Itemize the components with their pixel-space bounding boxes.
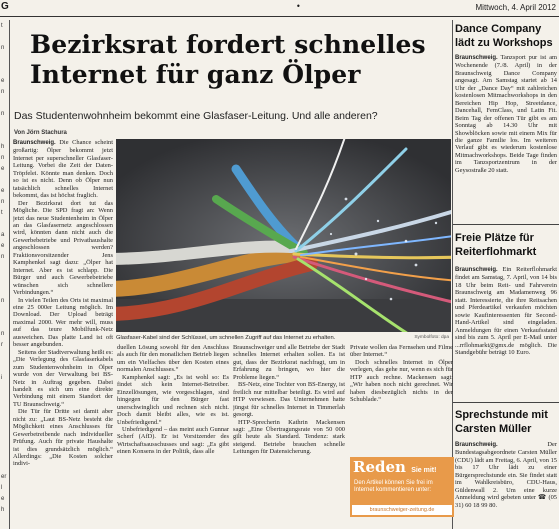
article-column-1	[13, 139, 113, 527]
article-byline: Von Jörn Stachura	[14, 130, 67, 136]
paragraph: Doch schnelles Internet in Ölper verlegen, das gehe nur, wenn es sich für HTP auch rechne. Mackensen sagt: „Wir haben noch nicht gerechnet. Wir haben diesbezüglich nichts in der Schublade.“	[350, 358, 453, 404]
header-separator: •	[296, 2, 301, 11]
strip-fragment: e	[1, 188, 5, 194]
caption-text: Glasfaser-Kabel sind der Schlüssel, um schnellen Zugriff auf das Internet zu erhalten.	[116, 335, 336, 341]
strip-fragment: t	[1, 23, 3, 29]
column-rule	[9, 20, 10, 529]
strip-fragment: n	[1, 155, 5, 161]
left-strip-fragments	[0, 20, 9, 529]
strip-fragment: n	[1, 45, 5, 51]
strip-fragment: h	[1, 507, 5, 513]
article-column-4	[350, 344, 453, 454]
paragraph: BS-Netz, eine Tochter von BS-Energy, ist freilich nur mittelbar beteiligt. Es wird auf HTP verwiesen. Das Unternehmen hatte jüngst für schnelles Internet in Timmerlah gesorgt.	[233, 381, 345, 419]
strip-fragment: r	[1, 342, 3, 348]
strip-fragment: l	[1, 485, 3, 491]
article-subhead: Das Studentenwohnheim bekommt eine Glasfaser-Leitung. Und alle anderen?	[14, 110, 378, 122]
strip-fragment: e	[1, 78, 5, 84]
comment-promo-box[interactable]	[350, 457, 454, 517]
paragraph: Die Tür für Dritte sei damit aber nicht zu: „Laut BS-Netz besteht die Möglichkeit eines Anschlusses für Gewerbetreibende nach individueller Prüfung. Auch für private Haushalte ist dies grundsätzlich möglich.“ Allerdings: „Die Kosten solcher indivi-	[13, 408, 113, 468]
strip-fragment: i	[1, 375, 3, 381]
promo-title: Reden Sie mit!	[353, 458, 437, 476]
paragraph: In vielen Teilen des Orts ist maximal eine 25 000er Leitung möglich. Im Download. Der Upload beträgt maximal 2000. Wer mehr will, muss auf das teure Mobilfunk-Netz ausweichen. Das platte Land ist oft besser angebunden.	[13, 296, 113, 349]
paragraph: Braunschweiger und alle Betriebe der Stadt schnelles Internet erhalten sollen. Es ist gut, dass der Bezirksrat nachfragt, um in Erfahrung zu bringen, wo hier die Probleme liegen.“	[233, 344, 345, 381]
flohmarkt-text	[455, 266, 557, 390]
strip-fragment: n	[1, 199, 5, 205]
paragraph: Private wollen das Fernsehen und Filme über Internet.“	[350, 344, 453, 359]
article-column-2	[117, 344, 229, 527]
strip-fragment: n	[1, 298, 5, 304]
article-column-3	[233, 344, 345, 527]
sprechstunde-text	[455, 441, 557, 527]
section-divider	[453, 402, 559, 403]
paragraph: Kamphenkel sagt: „Es ist wohl so: Es findet sich kein Internet-Betreiber. Einzellösungen, wie vorgeschlagen, sind hingegen für den Bürger fast unerschwinglich und rechnen sich nicht. Doch damit bleibt alles, wie es ist. Unbefriedigend.“	[117, 373, 229, 426]
paragraph: Braunschweig. Tanzsport pur ist am Wochenende (7./8. April) in der Braunschweig Dance Company angesagt. Am Samstag startet ab 14 Uhr der „Dance Day“ mit zahlreichen kostenlosen Mitmachworkshops in den Bereichen Hip Hop, Streetdance, Dancehall, FemClass, und Latin Fit. Beim Tag der offenen Tür gibt es am Sonntag ab 14.30 Uhr mit Showblöcken sowie mit einem Mix für die ganze Familie los. Im weiteren Verlauf gibt es wiederum kostenlose Mitmachworkshops. Beide Tage finden im Tanzsportzentrum in der Geysostraße 20 statt.	[455, 54, 557, 174]
strip-fragment: er	[1, 474, 7, 480]
strip-fragment: a	[1, 232, 5, 238]
page-letter: G	[1, 1, 9, 12]
paragraph: Seitens der Stadtverwaltung heißt es: „Die Verlegung des Glasfaserkabels zum Studentenwohnheim in Ölper wurde von der Verwaltung bei BS-Netz in Auftrag gegeben. Dabei handelt es sich um eine direkte Verbindung mit einem Standort der TU Braunschweig.“	[13, 348, 113, 408]
issue-date: Mittwoch, 4. April 2012	[475, 3, 556, 12]
paragraph: Braunschweig. Ein Reiterflohmarkt findet am Samstag, 7. April, von 14 bis 18 Uhr beim Reit- und Fahrverein Braunschweig am Madamenweg 96 statt. Interessierte, die ihre Reitsachen und Pferdeartikel verkaufen möchten sowie Kaufinteressenten für Second-Hand-Artikel sind eingeladen. Anmeldungen für einen Verkaufsstand sind bis zum 5. April per E-Mail unter ...rrflohmarkt@gmx.de möglich. Die Standgebühr beträgt 10 Euro.	[455, 266, 557, 356]
article-photo	[116, 139, 451, 332]
photo-caption	[116, 335, 451, 341]
strip-fragment: h	[1, 144, 5, 150]
paragraph: Der Bezirksrat dort tut das Mögliche. Die SPD fragt an: Wenn jetzt das neue Studentenheim in Ölper an das Glasfasernetz angeschlossen wird, könnten dann nicht auch die Gewerbebetriebe und Privathaushalte angeschlossen werden? Fraktionsvorsitzender Jens Kamphenkel sagt dazu: „Ölper hat Internet. Aber es ist schlapp. Die Bürger und auch Gewerbebetriebe wünschen sich schnellere Verbindungen.“	[13, 199, 113, 297]
promo-url-link[interactable]: braunschweiger-zeitung.de	[352, 505, 452, 515]
strip-fragment: e	[1, 166, 5, 172]
paragraph: Unbefriedigend – das meint auch Gunnar Scherf (AfD). Er ist Vorsitzender des Wirtschaftsausschusses und sagt: „Es gibt einen Konsens in der Politik, dass alle	[117, 425, 229, 456]
photo-credit: Symbolfoto: dpa	[414, 335, 449, 340]
page-header	[0, 0, 559, 17]
strip-fragment: e	[1, 243, 5, 249]
paragraph: HTP-Sprecherin Kathrin Mackensen sagt: „Eine Übertragungsrate von 50 000 gilt heute als Standard. Tendenz: stark steigend. Betriebe brauchen schnelle Leitungen für Datensicherung.	[233, 418, 345, 456]
strip-fragment: n	[1, 254, 5, 260]
fiber-optic-cables-image	[116, 139, 451, 332]
strip-fragment: e	[1, 496, 5, 502]
strip-fragment: n	[1, 89, 5, 95]
strip-fragment: n	[1, 331, 5, 337]
dance-company-headline: Dance Company lädt zu Workshops	[455, 23, 553, 49]
promo-text: Den Artikel können Sie frei im Internet kommentieren unter:	[354, 480, 433, 493]
article-headline: Bezirksrat fordert schnelles Internet für ganz Ölper	[30, 30, 426, 89]
strip-fragment: t	[1, 210, 3, 216]
section-divider	[453, 224, 559, 225]
paragraph: duellen Lösung sowohl für den Anschluss als auch für den monatlichen Betrieb liegen um ein Vielfaches über den Kosten eines normalen Anschlusses.“	[117, 344, 229, 374]
paragraph: Braunschweig. Der Bundestagsabgeordnete Carsten Müller (CDU) lädt am Freitag, 6. April, von 15 bis 17 Uhr lädt zu einer Bürgersprechstunde ein. Sie findet statt im Wahlkreisbüro, CDU-Haus, Güldenwall 2. Um eine kurze Anmeldung wird gebeten unter ☎ (05 31) 60 18 99 80.	[455, 441, 557, 509]
sprechstunde-headline: Sprechstunde mit Carsten Müller	[455, 409, 548, 435]
paragraph: Braunschweig. Die Chance scheint großartig: Ölper bekommt jetzt Internet per superschneller Glasfaser-Leitung. Vorbei die Zeit der Daten-Tröpfelei. Könnte man denken. Doch so ist es nicht. Denn ob Ölper nun tatsächlich schnelles Internet bekommt, das ist höchst fraglich.	[13, 139, 113, 200]
flohmarkt-headline: Freie Plätze für Reiterflohmarkt	[455, 232, 537, 258]
strip-fragment: n	[1, 111, 5, 117]
dance-company-text	[455, 54, 557, 204]
